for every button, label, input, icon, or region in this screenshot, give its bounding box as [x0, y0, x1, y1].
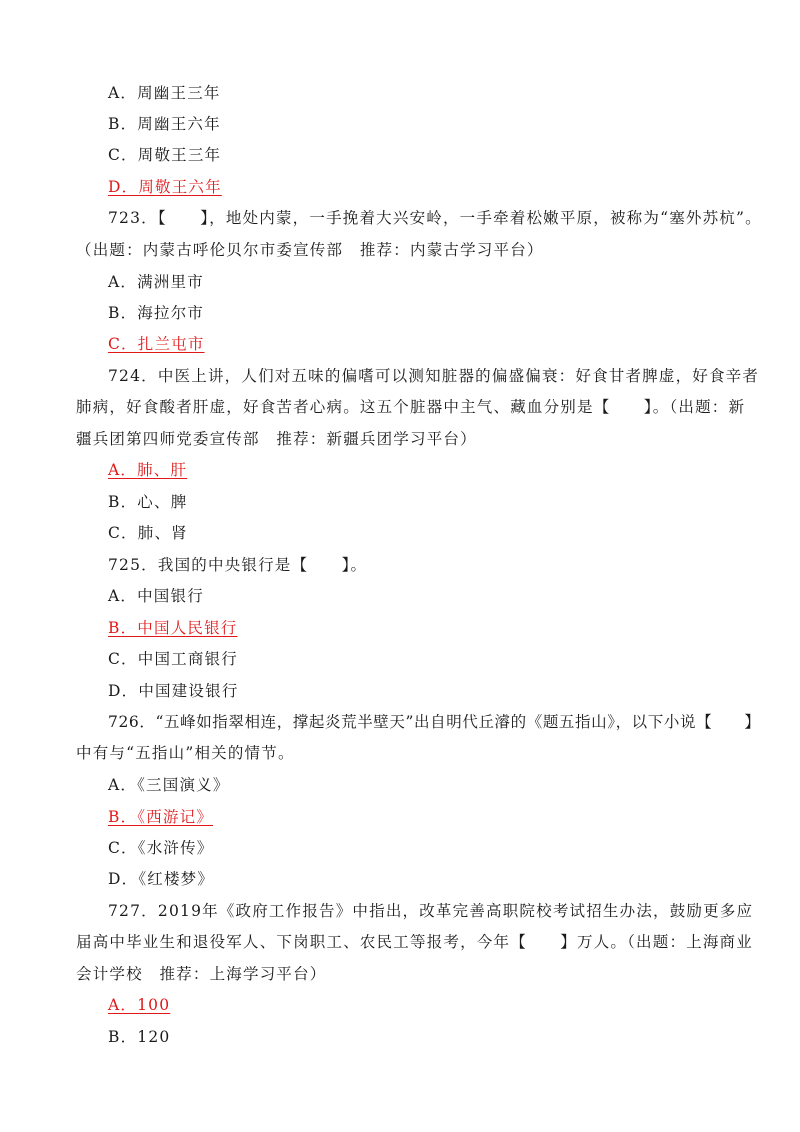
question-727-source: 会计学校 推荐：上海学习平台）: [76, 965, 327, 983]
q722-option-b: B．周幽王六年: [108, 115, 221, 133]
question-725: 725．我国的中央银行是【 】。: [108, 556, 368, 574]
q727-option-b: B．120: [108, 1028, 171, 1046]
question-724-line-2: 肺病，好食酸者肝虚，好食苦者心病。这五个脏器中主气、藏血分别是【 】。（出题：新: [76, 398, 746, 416]
question-727-line-2: 届高中毕业生和退役军人、下岗职工、农民工等报考，今年【 】万人。（出题：上海商业: [76, 933, 753, 951]
question-726: 726．“五峰如指翠相连，撑起炎荒半壁天”出自明代丘濬的《题五指山》，以下小说【 】: [108, 713, 761, 731]
q725-option-b-answer: B．中国人民银行: [108, 619, 238, 637]
question-723-source: （出题：内蒙古呼伦贝尔市委宣传部 推荐：内蒙古学习平台）: [76, 241, 544, 259]
question-724-source: 疆兵团第四师党委宣传部 推荐：新疆兵团学习平台）: [76, 430, 477, 448]
q726-option-a: A．《三国演义》: [108, 776, 230, 794]
q723-option-a: A．满洲里市: [108, 273, 204, 291]
q727-option-a-answer: A．100: [108, 996, 171, 1014]
q726-option-d: D．《红楼梦》: [108, 870, 215, 888]
q723-option-c-answer: C．扎兰屯市: [108, 335, 205, 353]
q725-option-d: D．中国建设银行: [108, 682, 239, 700]
q725-option-a: A．中国银行: [108, 587, 204, 605]
q723-option-b: B．海拉尔市: [108, 304, 205, 322]
question-726-line-2: 中有与“五指山”相关的情节。: [76, 744, 295, 762]
question-727: 727．2019年《政府工作报告》中指出，改革完善高职院校考试招生办法，鼓励更多应: [108, 902, 754, 920]
q725-option-c: C．中国工商银行: [108, 650, 238, 668]
q724-option-b: B．心、脾: [108, 493, 188, 511]
q722-option-c: C．周敬王三年: [108, 146, 222, 164]
q724-option-c: C．肺、肾: [108, 524, 188, 542]
q726-option-c: C．《水浒传》: [108, 839, 214, 857]
q722-option-a: A．周幽王三年: [108, 84, 221, 102]
question-724: 724．中医上讲，人们对五味的偏嗜可以测知脏器的偏盛偏衰：好食甘者脾虚，好食辛者: [108, 367, 760, 385]
q726-option-b-answer: B．《西游记》: [108, 808, 214, 826]
q722-option-d-answer: D．周敬王六年: [108, 178, 222, 196]
q724-option-a-answer: A．肺、肝: [108, 461, 188, 479]
question-723: 723．【 】，地处内蒙，一手挽着大兴安岭，一手牵着松嫩平原，被称为“塞外苏杭”。: [108, 209, 762, 227]
